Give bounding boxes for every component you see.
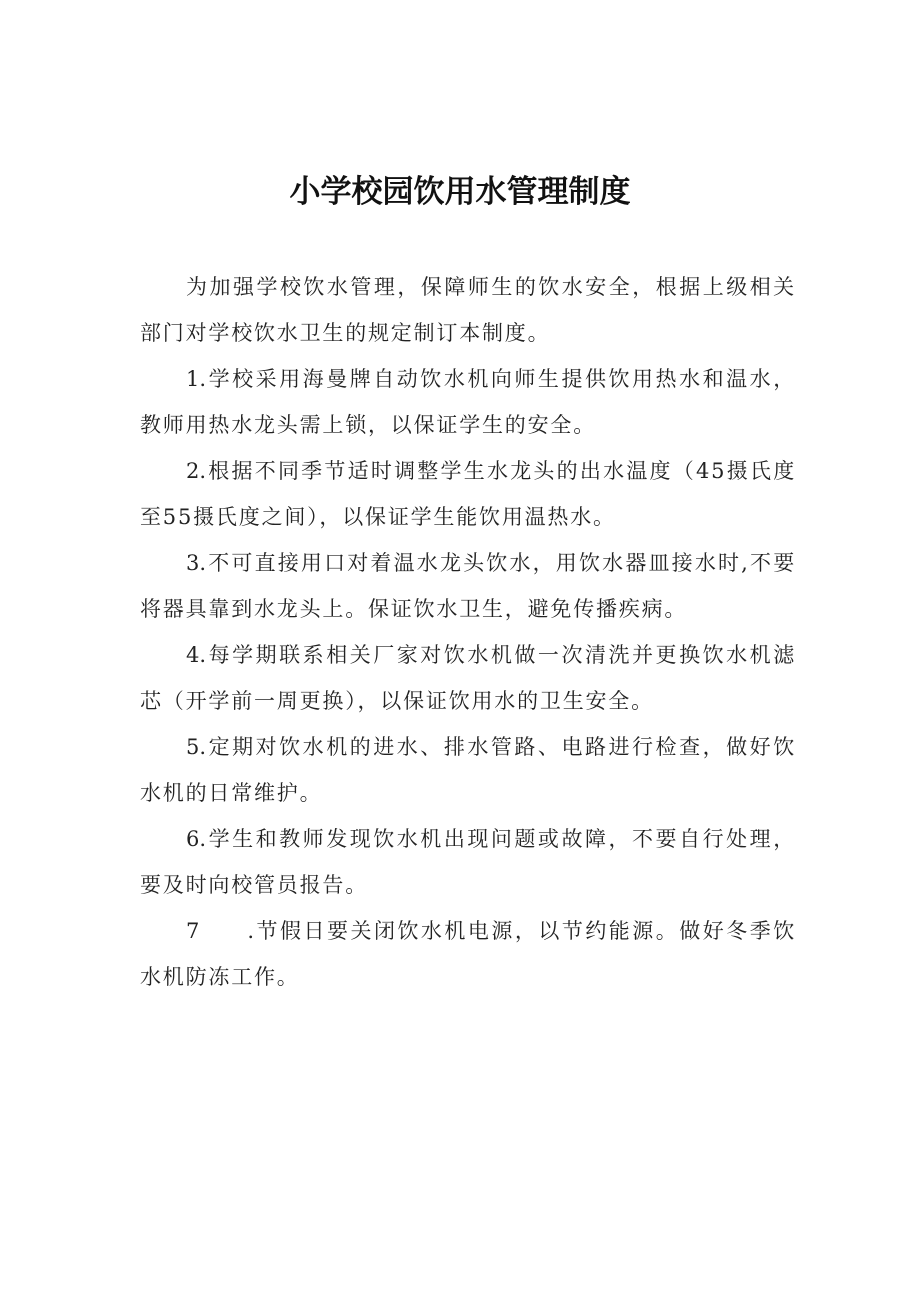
- document-body: [140, 264, 796, 1000]
- rule-number: 4: [186, 643, 200, 667]
- rule-text: .每学期联系相关厂家对饮水机做一次清洗并更换饮水机滤芯（开学前一周更换），以保证饮用水的卫生安全。: [140, 643, 796, 713]
- rule-text: .学生和教师发现饮水机出现问题或故障，不要自行处理，要及时向校管员报告。: [140, 827, 796, 897]
- rule-number: 3: [186, 551, 200, 575]
- rule-text: .学校采用海曼牌自动饮水机向师生提供饮用热水和温水，教师用热水龙头需上锁，以保证学生的安全。: [140, 367, 796, 437]
- rule-item-1: [140, 356, 796, 448]
- rule-item-6: [140, 816, 796, 908]
- rule-text: .根据不同季节适时调整学生水龙头的出水温度（45摄氏度至55摄氏度之间），以保证学生能饮用温热水。: [140, 459, 796, 529]
- rule-number: 5: [186, 735, 200, 759]
- rule-number: 2: [186, 459, 200, 483]
- rule-item-4: [140, 632, 796, 724]
- rule-item-7: [140, 908, 796, 1000]
- rule-text: .不可直接用口对着温水龙头饮水，用饮水器皿接水时,不要将器具靠到水龙头上。保证饮水卫生，避免传播疾病。: [140, 551, 796, 621]
- rule-number: 6: [186, 827, 200, 851]
- rule-item-5: [140, 724, 796, 816]
- rule-number: 1: [186, 367, 200, 391]
- rule-number: 7: [186, 919, 200, 943]
- rule-text: .定期对饮水机的进水、排水管路、电路进行检查，做好饮水机的日常维护。: [140, 735, 796, 805]
- document-title: 小学校园饮用水管理制度: [289, 174, 631, 210]
- rule-text: .节假日要关闭饮水机电源，以节约能源。做好冬季饮水机防冻工作。: [140, 919, 796, 989]
- rule-item-2: [140, 448, 796, 540]
- rule-item-3: [140, 540, 796, 632]
- intro-paragraph: 为加强学校饮水管理，保障师生的饮水安全，根据上级相关部门对学校饮水卫生的规定制订本制度。: [140, 275, 796, 345]
